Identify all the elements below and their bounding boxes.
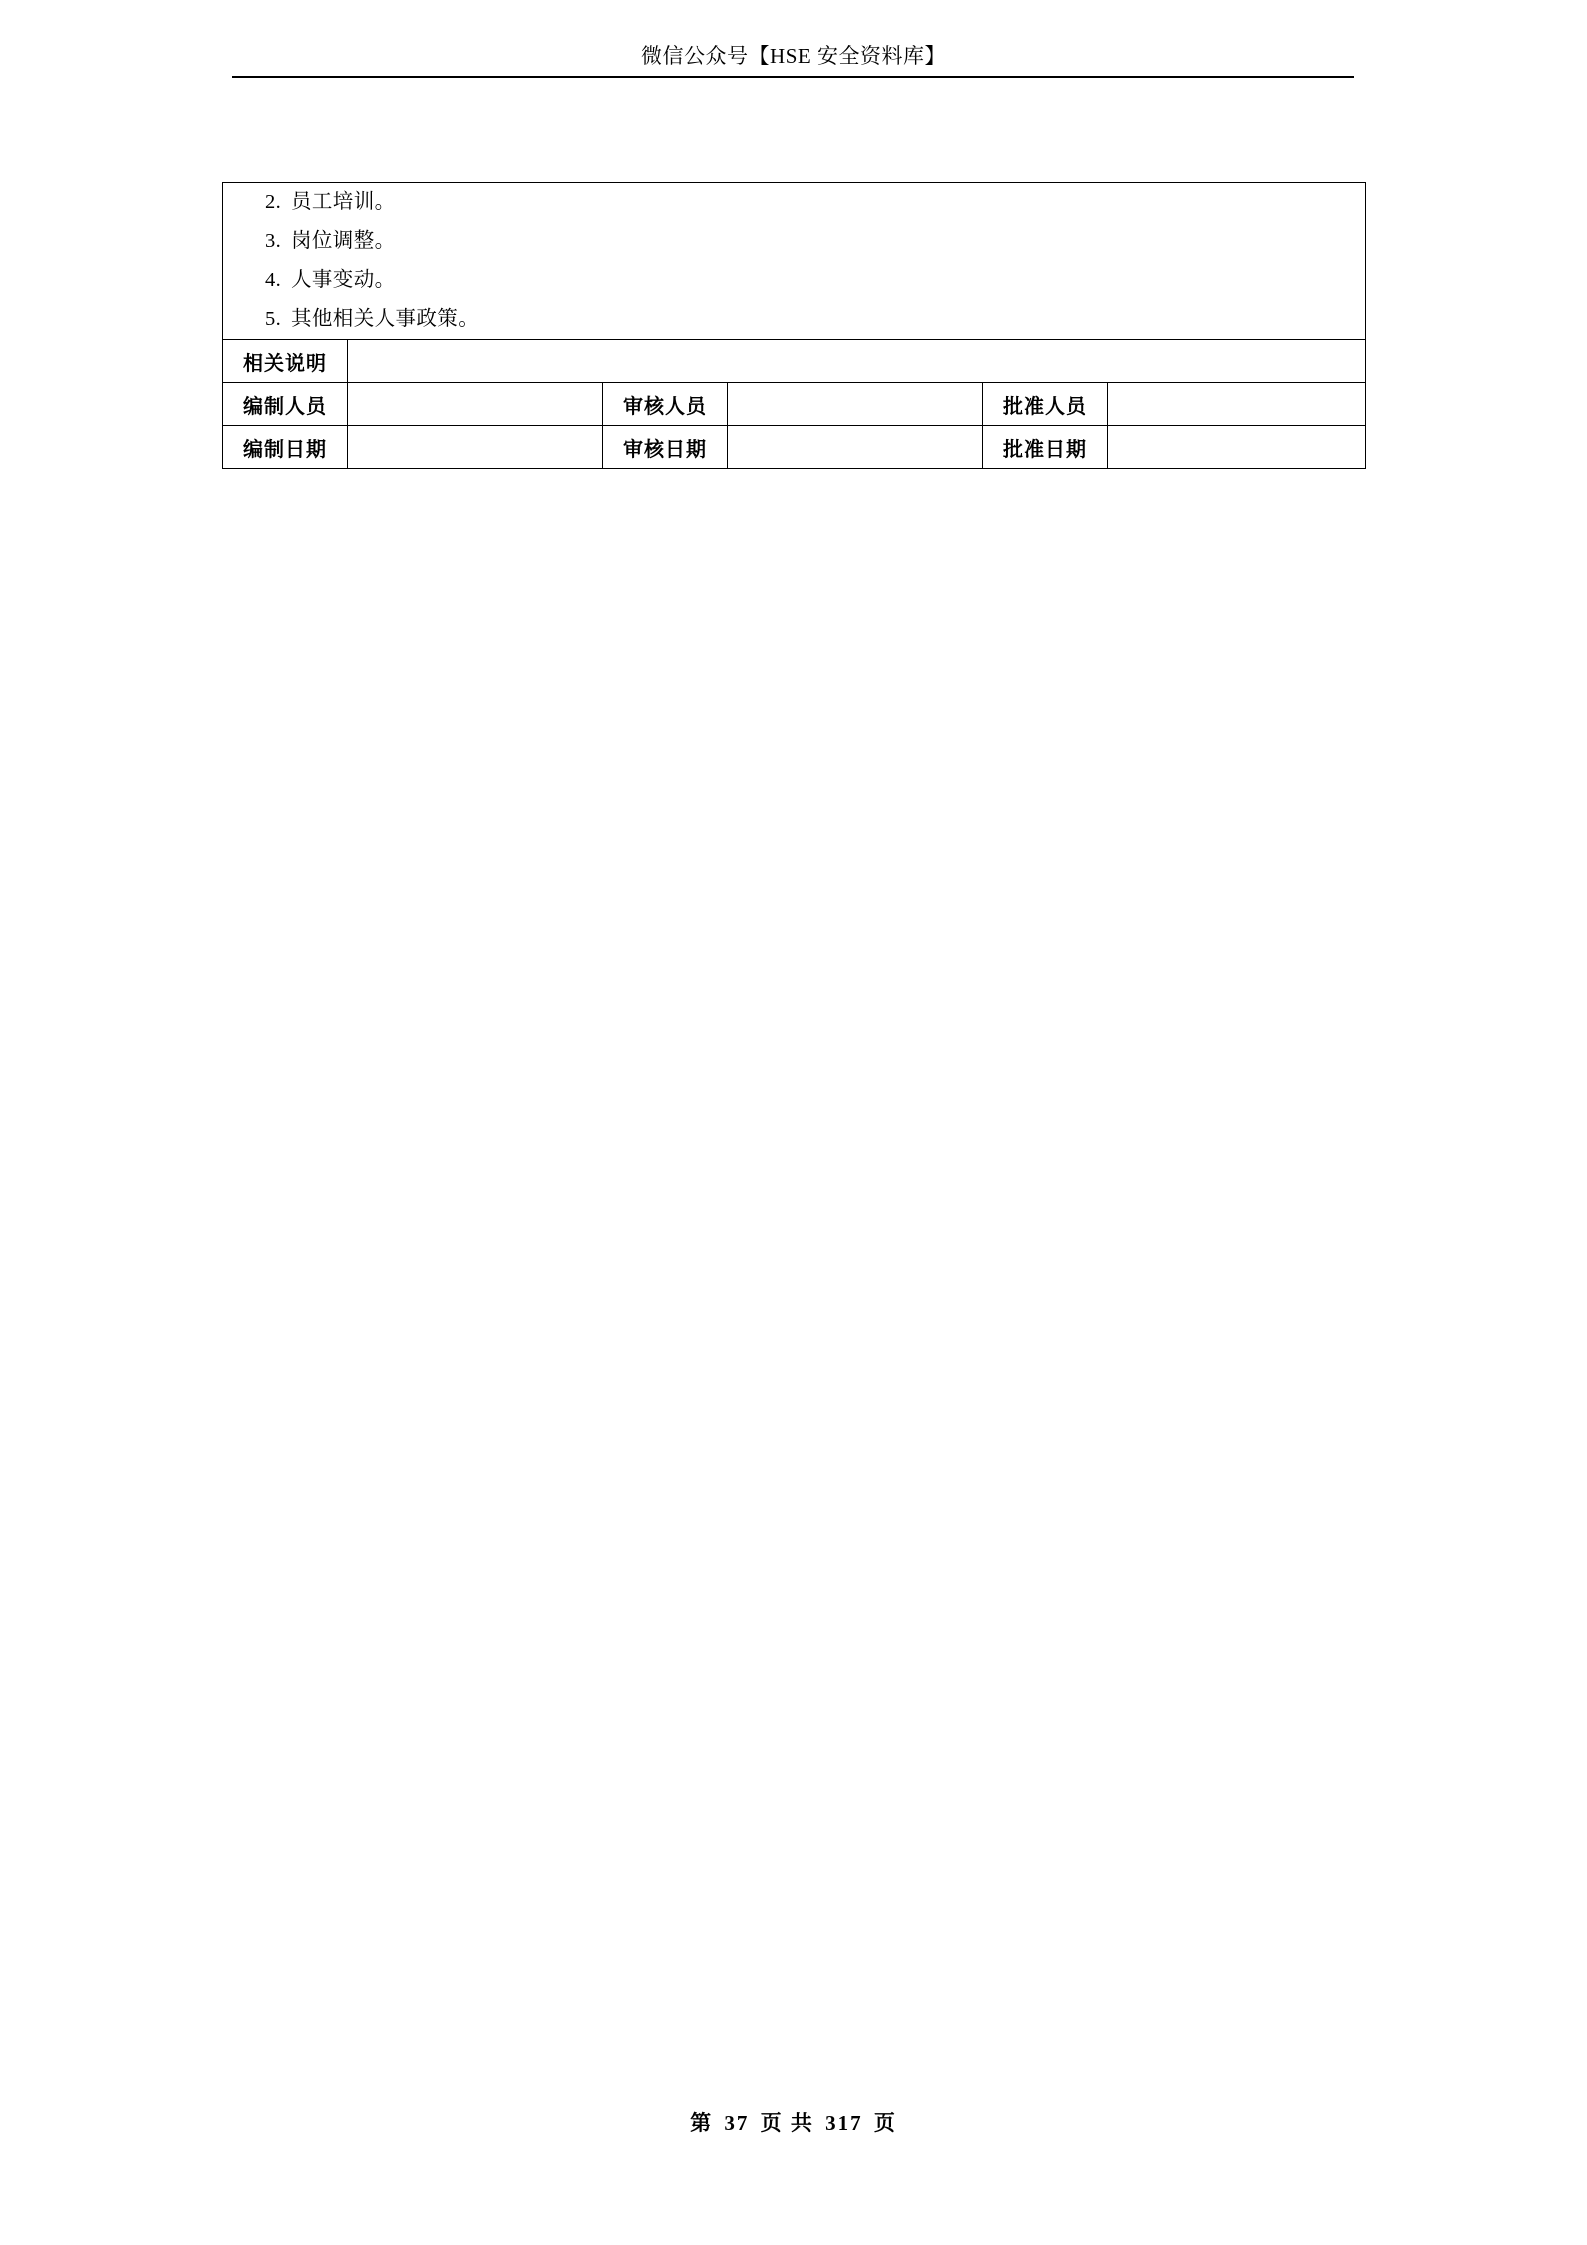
- footer-prefix: 第: [690, 2111, 714, 2135]
- row-label-prepare-date: 编制日期: [223, 426, 348, 469]
- row-label-reviewer: 审核人员: [603, 383, 728, 426]
- list-item-label: 人事变动。: [291, 269, 396, 291]
- row-value-prepare-date[interactable]: [348, 426, 603, 469]
- numbered-list-cell: [223, 183, 1366, 340]
- list-item-number: 4.: [265, 269, 282, 291]
- header-divider: [232, 76, 1354, 78]
- row-label-approve-date: 批准日期: [983, 426, 1108, 469]
- list-item-number: 5.: [265, 308, 282, 330]
- page-number: [0, 2107, 1587, 2137]
- footer-middle: 页 共: [760, 2111, 814, 2135]
- footer-total-pages: 317: [825, 2111, 863, 2135]
- form-table: [222, 182, 1366, 469]
- page-footer: [0, 2107, 1587, 2137]
- list-item-label: 其他相关人事政策。: [291, 308, 480, 330]
- list-item: [223, 183, 1365, 222]
- list-item-number: 3.: [265, 230, 282, 252]
- list-item: [223, 222, 1365, 261]
- table-row: [223, 183, 1366, 340]
- footer-suffix: 页: [873, 2111, 897, 2135]
- page-header: [0, 40, 1587, 70]
- row-value-remarks[interactable]: [348, 340, 1366, 383]
- list-item: [223, 261, 1365, 300]
- table-row: [223, 383, 1366, 426]
- list-item-number: 2.: [265, 191, 282, 213]
- row-value-review-date[interactable]: [728, 426, 983, 469]
- row-label-preparer: 编制人员: [223, 383, 348, 426]
- form-table-container: [222, 182, 1365, 469]
- list-item-label: 岗位调整。: [291, 230, 396, 252]
- row-value-reviewer[interactable]: [728, 383, 983, 426]
- table-row: [223, 426, 1366, 469]
- row-value-approver[interactable]: [1108, 383, 1366, 426]
- row-label-review-date: 审核日期: [603, 426, 728, 469]
- row-label-remarks: 相关说明: [223, 340, 348, 383]
- list-item: [223, 300, 1365, 339]
- row-label-approver: 批准人员: [983, 383, 1108, 426]
- row-value-preparer[interactable]: [348, 383, 603, 426]
- list-item-label: 员工培训。: [291, 191, 396, 213]
- header-title: 微信公众号【HSE 安全资料库】: [641, 44, 946, 68]
- row-value-approve-date[interactable]: [1108, 426, 1366, 469]
- footer-current-page: 37: [724, 2111, 750, 2135]
- table-row: [223, 340, 1366, 383]
